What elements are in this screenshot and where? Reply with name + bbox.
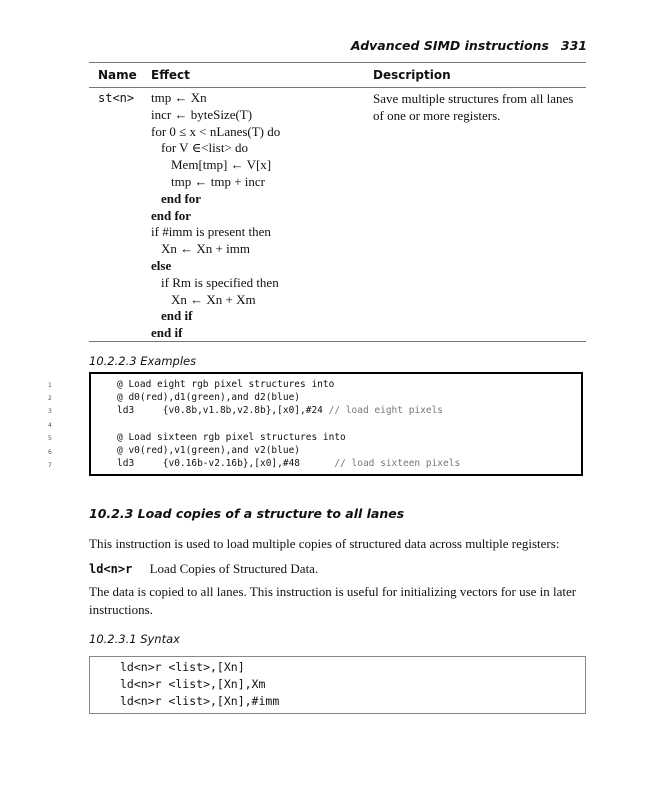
effect-line: Xn ← Xn + imm [161, 241, 250, 257]
line-number: 4 [48, 422, 52, 429]
line-number: 7 [48, 462, 52, 469]
code-line: ld3 {v0.16b-v2.16b},[x0],#48 // load sixteen pixels [117, 458, 461, 469]
effect-line: Xn ← Xn + Xm [171, 291, 256, 307]
code-comment: // load sixteen pixels [334, 458, 461, 469]
effect-pseudocode [151, 90, 280, 342]
header-effect: Effect [151, 68, 190, 82]
code-line: @ d0(red),d1(green),and d2(blue) [117, 392, 301, 403]
running-head-title: Advanced SIMD instructions [350, 38, 549, 53]
syntax-line: ld<n>r <list>,[Xn],Xm [120, 677, 266, 691]
effect-line: else [151, 257, 172, 273]
example-code-block [89, 372, 583, 476]
code-line: @ Load eight rgb pixel structures into [117, 379, 335, 390]
line-number: 6 [48, 449, 52, 456]
instruction-table [89, 62, 586, 342]
section-body: The data is copied to all lanes. This instruction is useful for initializing vectors for use in later instructions. [89, 584, 577, 617]
effect-line: Mem[tmp] ← V[x] [171, 157, 272, 173]
syntax-line: ld<n>r <list>,[Xn],#imm [120, 694, 280, 708]
effect-line: if #imm is present then [151, 224, 271, 240]
examples-heading: 10.2.2.3 Examples [89, 354, 197, 368]
code-comment: // load eight pixels [328, 405, 444, 416]
mnemonic-description: Load Copies of Structured Data. [149, 561, 319, 576]
table-header-row [89, 62, 586, 88]
section-intro: This instruction is used to load multiple copies of structured data across multiple registers: [89, 536, 560, 551]
effect-line: end for [161, 190, 202, 206]
mnemonic-row [89, 560, 585, 579]
syntax-line: ld<n>r <list>,[Xn] [120, 660, 245, 674]
effect-line: tmp ← Xn [151, 90, 207, 105]
section-heading: 10.2.3 Load copies of a structure to all lanes [89, 506, 405, 521]
header-description: Description [373, 68, 451, 82]
line-number: 2 [48, 395, 52, 402]
running-head [351, 38, 587, 53]
code-line: ld3 {v0.8b,v1.8b,v2.8b},[x0],#24 // load eight pixels [117, 405, 444, 416]
line-number: 1 [48, 382, 52, 389]
effect-line: end if [151, 325, 183, 341]
effect-line: if Rm is specified then [161, 274, 279, 290]
effect-line: for 0 ≤ x < nLanes(T) do [151, 123, 281, 139]
header-name: Name [98, 68, 137, 82]
syntax-block [89, 656, 586, 714]
effect-line: for V ∈<list> do [161, 140, 249, 156]
effect-line: end if [161, 308, 193, 324]
line-number: 5 [48, 435, 52, 442]
instruction-description: Save multiple structures from all lanes of one or more registers. [373, 91, 574, 123]
effect-line: incr ← byteSize(T) [151, 106, 253, 122]
code-line: @ Load sixteen rgb pixel structures into [117, 432, 346, 443]
effect-line: end for [151, 207, 192, 223]
effect-line: tmp ← tmp + incr [171, 173, 265, 189]
mnemonic: ld<n>r [89, 562, 133, 576]
line-number: 3 [48, 408, 52, 415]
code-line: @ v0(red),v1(green),and v2(blue) [117, 445, 301, 456]
page-number: 331 [560, 38, 587, 53]
table-row [89, 88, 586, 342]
syntax-heading: 10.2.3.1 Syntax [89, 632, 180, 646]
instruction-name: st<n> [98, 91, 135, 105]
